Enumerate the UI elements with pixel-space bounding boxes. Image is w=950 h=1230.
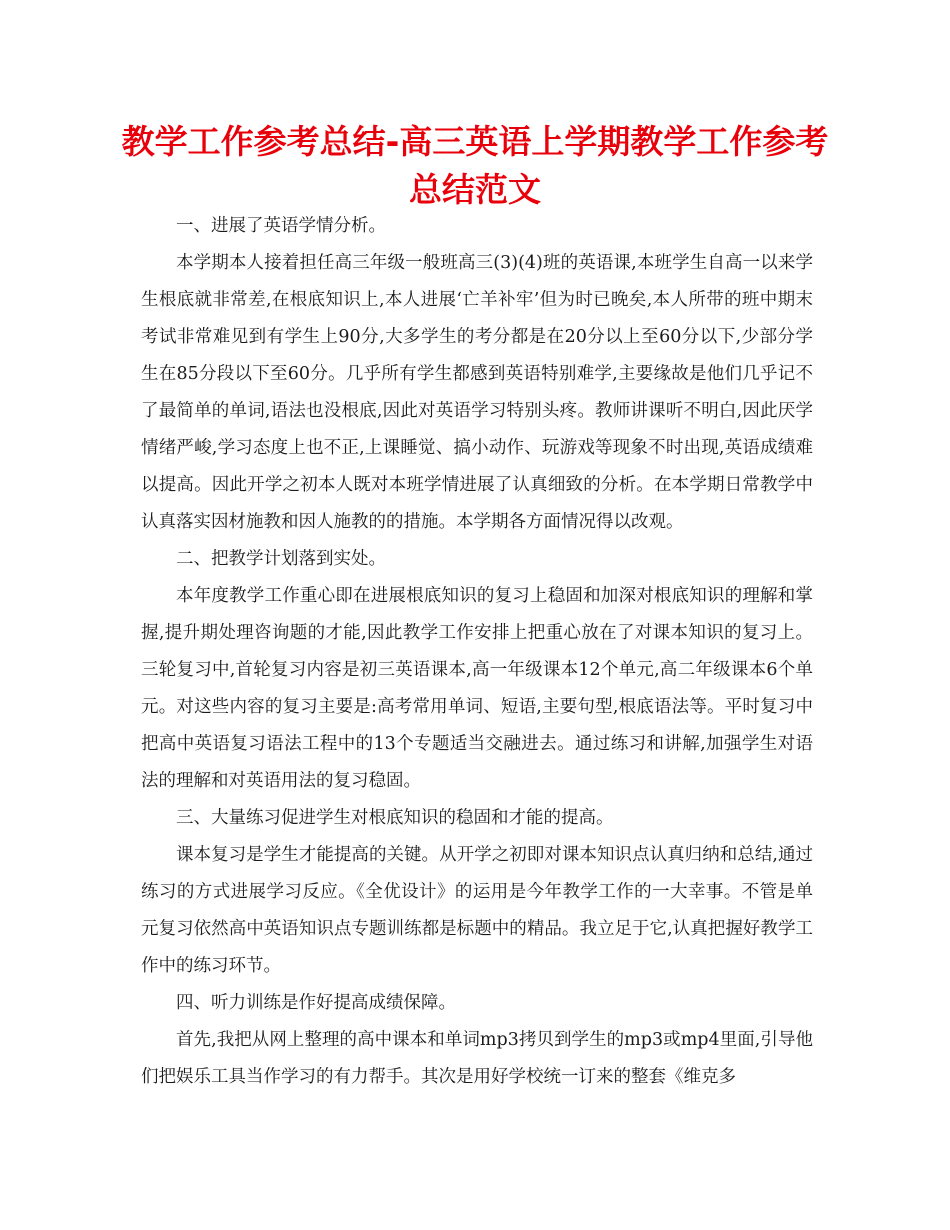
paragraph-2: 本年度教学工作重心即在进展根底知识的复习上稳固和加深对根底知识的理解和掌握,提升期处理咨询题的才能,因此教学工作安排上把重心放在了对课本知识的复习上。三轮复习中,首轮复习内容是初三英语课本,高一年级课本12个单元,高二年级课本6个单元。对这些内容的复习主要是:高考常用单词、短语,主要句型,根底语法等。平时复习中把高中英语复习语法工程中的13个专题适当交融进去。通过练习和讲解,加强学生对语法的理解和对英语用法的复习稳固。 (141, 586, 813, 791)
section-heading-4: 四、听力训练是作好提高成绩保障。 (176, 993, 456, 1013)
paragraph-4: 首先,我把从网上整理的高中课本和单词mp3拷贝到学生的mp3或mp4里面,引导他们把娱乐工具当作学习的有力帮手。其次是用好学校统一订来的整套《维克多 (141, 1030, 813, 1087)
document-body (141, 208, 813, 1096)
paragraph-3: 课本复习是学生才能提高的关键。从开学之初即对课本知识点认真归纳和总结,通过练习的方式进展学习反应。《全优设计》的运用是今年教学工作的一大幸事。不管是单元复习依然高中英语知识点专题训练都是标题中的精品。我立足于它,认真把握好教学工作中的练习环节。 (141, 845, 813, 976)
section-heading-1: 一、进展了英语学情分析。 (176, 216, 386, 236)
section-heading-2: 二、把教学计划落到实处。 (176, 549, 386, 569)
section-heading-3: 三、大量练习促进学生对根底知识的稳固和才能的提高。 (176, 808, 614, 828)
document-title: 教学工作参考总结-高三英语上学期教学工作参考总结范文 (121, 122, 829, 209)
paragraph-1: 本学期本人接着担任高三年级一般班高三(3)(4)班的英语课,本班学生自高一以来学生根底就非常差,在根底知识上,本人进展‘亡羊补牢’但为时已晚矣,本人所带的班中期末考试非常难见到有学生上90分,大多学生的考分都是在20分以上至60分以下,少部分学生在85分段以下至60分。几乎所有学生都感到英语特别难学,主要缘故是他们几乎记不了最简单的单词,语法也没根底,因此对英语学习特别头疼。教师讲课听不明白,因此厌学情绪严峻,学习态度上也不正,上课睡觉、搞小动作、玩游戏等现象不时出现,英语成绩难以提高。因此开学之初本人既对本班学情进展了认真细致的分析。在本学期日常教学中认真落实因材施教和因人施教的的措施。本学期各方面情况得以改观。 (141, 253, 813, 532)
